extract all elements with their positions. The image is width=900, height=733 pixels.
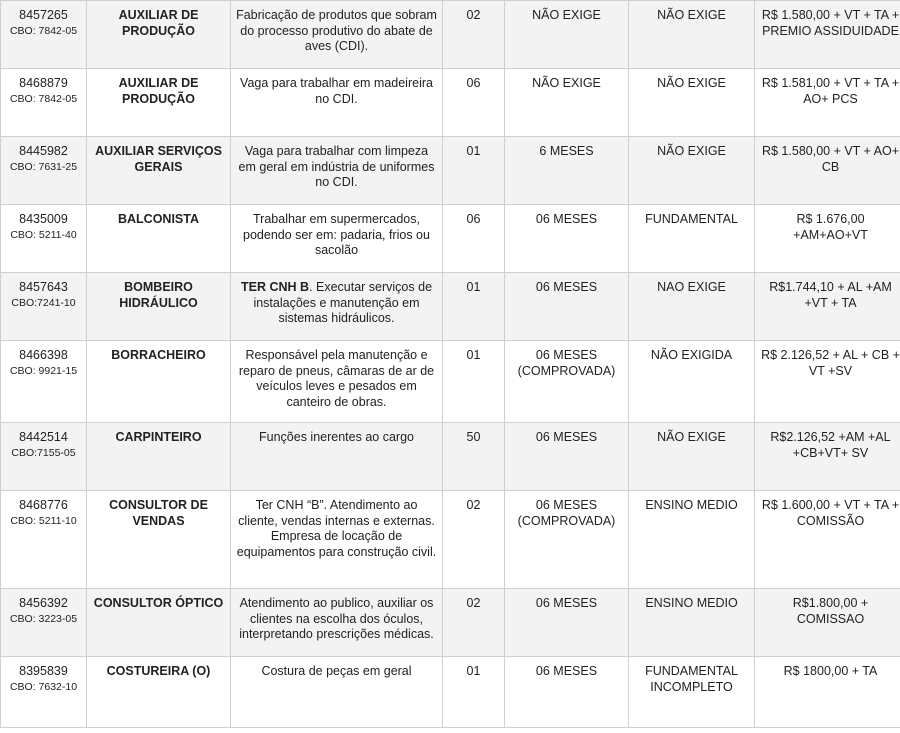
cbo-code: CBO: 7631-25 [9, 160, 78, 173]
job-title: AUXILIAR SERVIÇOS GERAIS [87, 137, 231, 205]
cbo-code: CBO: 3223-05 [9, 612, 78, 625]
job-title: BALCONISTA [87, 205, 231, 273]
job-title: BORRACHEIRO [87, 341, 231, 423]
table-row [1, 423, 900, 491]
job-code-cell [1, 341, 87, 423]
table-row [1, 69, 900, 137]
job-description-text: Responsável pela manutenção e reparo de pneus, câmaras de ar de veículos leves e pesados em canteiro de obras. [238, 348, 435, 409]
job-code-cell [1, 491, 87, 589]
job-code: 8468879 [19, 76, 68, 90]
experience-requirement: 06 MESES [505, 657, 629, 728]
salary-benefits: R$ 2.126,52 + AL + CB + VT +SV [755, 341, 900, 423]
job-code-cell [1, 273, 87, 341]
job-description [231, 589, 443, 657]
vacancy-count: 02 [443, 491, 505, 589]
job-description [231, 657, 443, 728]
job-code-cell [1, 1, 87, 69]
education-requirement: NAO EXIGE [629, 273, 755, 341]
job-code-cell [1, 657, 87, 728]
salary-benefits: R$ 1.676,00 +AM+AO+VT [755, 205, 900, 273]
cbo-code: CBO: 7842-05 [9, 24, 78, 37]
job-description-text: Costura de peças em geral [261, 664, 412, 678]
job-code: 8466398 [19, 348, 68, 362]
table-row [1, 491, 900, 589]
education-requirement: NÃO EXIGE [629, 137, 755, 205]
experience-requirement: 6 MESES [505, 137, 629, 205]
job-code-cell [1, 69, 87, 137]
job-description [231, 137, 443, 205]
job-description [231, 69, 443, 137]
vacancy-count: 01 [443, 341, 505, 423]
job-code: 8445982 [19, 144, 68, 158]
job-title: CARPINTEIRO [87, 423, 231, 491]
job-description-highlight: TER CNH B [240, 280, 310, 294]
job-description-text: Trabalhar em supermercados, podendo ser em: padaria, frios ou sacolão [243, 212, 430, 257]
experience-requirement: 06 MESES [505, 273, 629, 341]
job-description [231, 341, 443, 423]
job-description [231, 491, 443, 589]
experience-requirement: 06 MESES [505, 205, 629, 273]
table-row [1, 589, 900, 657]
vacancy-count: 01 [443, 273, 505, 341]
vacancy-count: 01 [443, 657, 505, 728]
job-description-text: Atendimento ao publico, auxiliar os clientes na escolha dos óculos, interpretando prescrições médicas. [239, 596, 434, 641]
job-title: AUXILIAR DE PRODUÇÃO [87, 1, 231, 69]
job-description-text: Vaga para trabalhar em madeireira no CDI. [240, 76, 433, 106]
salary-benefits: R$ 1.581,00 + VT + TA + AO+ PCS [755, 69, 900, 137]
vacancy-count: 50 [443, 423, 505, 491]
job-code: 8442514 [19, 430, 68, 444]
salary-benefits: R$ 1800,00 + TA [755, 657, 900, 728]
job-code: 8468776 [19, 498, 68, 512]
cbo-code: CBO: 5211-10 [10, 514, 77, 527]
experience-requirement: NÃO EXIGE [505, 69, 629, 137]
job-code: 8435009 [19, 212, 68, 226]
job-code-cell [1, 205, 87, 273]
job-code-cell [1, 423, 87, 491]
education-requirement: NÃO EXIGE [629, 1, 755, 69]
job-code: 8395839 [19, 664, 68, 678]
vacancy-count: 01 [443, 137, 505, 205]
education-requirement: FUNDAMENTAL INCOMPLETO [629, 657, 755, 728]
education-requirement: NÃO EXIGE [629, 423, 755, 491]
table-row [1, 1, 900, 69]
job-title: CONSULTOR DE VENDAS [87, 491, 231, 589]
cbo-code: CBO: 7842-05 [9, 92, 78, 105]
job-code: 8456392 [19, 596, 68, 610]
experience-requirement: NÃO EXIGE [505, 1, 629, 69]
job-title: CONSULTOR ÓPTICO [87, 589, 231, 657]
job-code-cell [1, 137, 87, 205]
cbo-code: CBO: 9921-15 [9, 364, 78, 377]
job-title: COSTUREIRA (O) [87, 657, 231, 728]
salary-benefits: R$ 1.600,00 + VT + TA + COMISSÃO [755, 491, 900, 589]
job-description [231, 423, 443, 491]
job-title: BOMBEIRO HIDRÁULICO [87, 273, 231, 341]
job-description-text: Ter CNH “B”. Atendimento ao cliente, vendas internas e externas. Empresa de locação de equipamentos para construção civil. [236, 498, 437, 559]
salary-benefits: R$ 1.580,00 + VT + TA + PREMIO ASSIDUIDADE [755, 1, 900, 69]
experience-requirement: 06 MESES (COMPROVADA) [505, 341, 629, 423]
job-description-text: . Executar serviços de instalações e manutenção em sistemas hidráulicos. [253, 280, 433, 325]
table-row [1, 273, 900, 341]
job-description [231, 205, 443, 273]
experience-requirement: 06 MESES [505, 423, 629, 491]
job-description [231, 273, 443, 341]
experience-requirement: 06 MESES [505, 589, 629, 657]
experience-requirement: 06 MESES (COMPROVADA) [505, 491, 629, 589]
education-requirement: ENSINO MEDIO [629, 589, 755, 657]
vacancy-count: 02 [443, 589, 505, 657]
education-requirement: NÃO EXIGIDA [629, 341, 755, 423]
table-row [1, 657, 900, 728]
table-row [1, 205, 900, 273]
job-code: 8457265 [19, 8, 68, 22]
job-description-text: Vaga para trabalhar com limpeza em geral em indústria de uniformes no CDI. [238, 144, 435, 189]
education-requirement: FUNDAMENTAL [629, 205, 755, 273]
cbo-code: CBO: 7632-10 [9, 680, 78, 693]
education-requirement: ENSINO MEDIO [629, 491, 755, 589]
job-rows [1, 1, 900, 728]
job-description-text: Funções inerentes ao cargo [259, 430, 414, 444]
salary-benefits: R$2.126,52 +AM +AL +CB+VT+ SV [755, 423, 900, 491]
job-description-text: Fabricação de produtos que sobram do processo produtivo do abate de aves (CDI). [236, 8, 437, 53]
salary-benefits: R$1.800,00 + COMISSAO [755, 589, 900, 657]
job-description [231, 1, 443, 69]
education-requirement: NÃO EXIGE [629, 69, 755, 137]
vacancy-count: 06 [443, 205, 505, 273]
cbo-code: CBO: 5211-40 [10, 228, 77, 241]
table-row [1, 341, 900, 423]
job-title: AUXILIAR DE PRODUÇÃO [87, 69, 231, 137]
vacancy-count: 06 [443, 69, 505, 137]
vacancy-count: 02 [443, 1, 505, 69]
job-code: 8457643 [19, 280, 68, 294]
salary-benefits: R$1.744,10 + AL +AM +VT + TA [755, 273, 900, 341]
job-code-cell [1, 589, 87, 657]
salary-benefits: R$ 1.580,00 + VT + AO+ CB [755, 137, 900, 205]
table-row [1, 137, 900, 205]
cbo-code: CBO:7155-05 [11, 446, 76, 459]
cbo-code: CBO:7241-10 [11, 296, 76, 309]
